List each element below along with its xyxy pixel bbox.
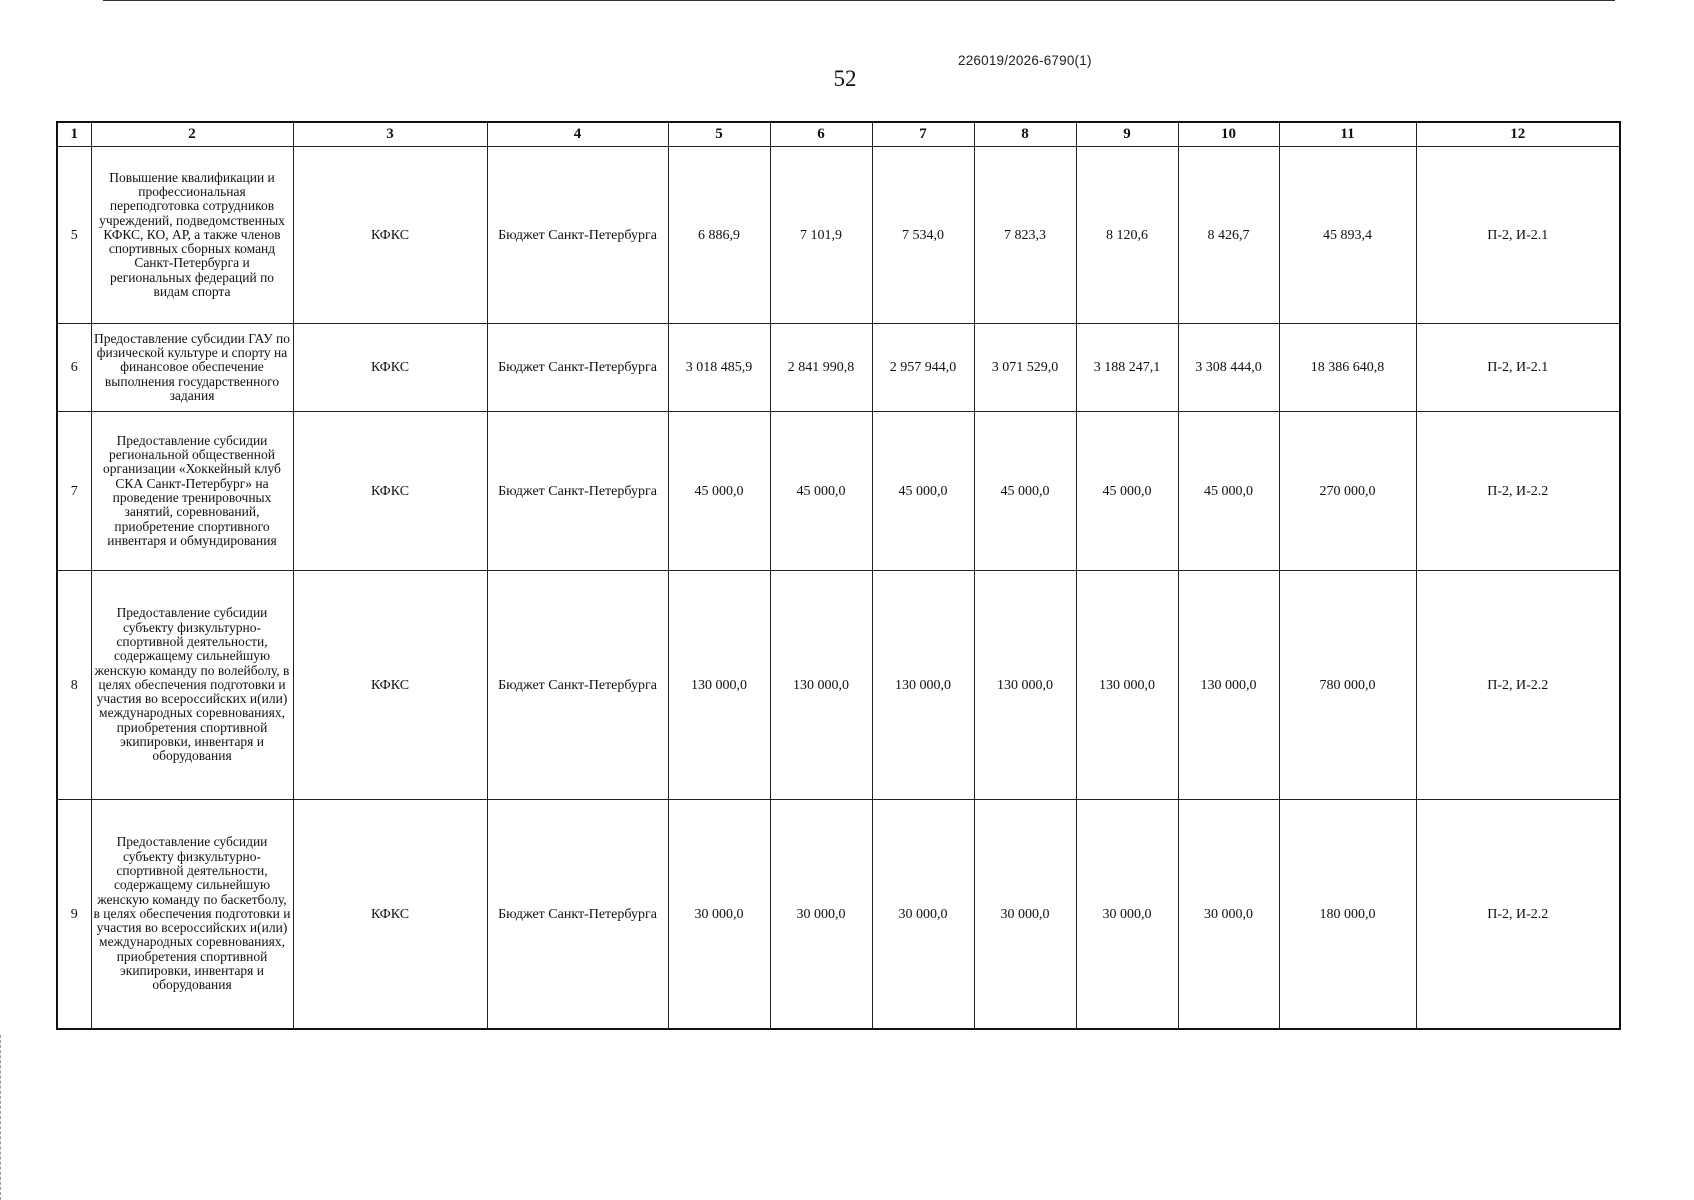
indicator-code: П-2, И-2.2 <box>1416 571 1620 800</box>
total-cell: 18 386 640,8 <box>1279 324 1416 412</box>
amount-cell: 8 426,7 <box>1178 147 1279 324</box>
activity-description: Предоставление субсидии ГАУ по физической культуре и спорту на финансовое обеспечение выполнения государственного задания <box>91 324 293 412</box>
indicator-code: П-2, И-2.1 <box>1416 324 1620 412</box>
amount-cell: 130 000,0 <box>1178 571 1279 800</box>
executor: КФКС <box>293 324 487 412</box>
indicator-code: П-2, И-2.2 <box>1416 412 1620 571</box>
amount-cell: 3 018 485,9 <box>668 324 770 412</box>
row-number: 8 <box>57 571 91 800</box>
funding-source: Бюджет Санкт-Петербурга <box>487 571 668 800</box>
total-cell: 45 893,4 <box>1279 147 1416 324</box>
table-row <box>57 800 1620 1030</box>
amount-cell: 130 000,0 <box>872 571 974 800</box>
column-header: 6 <box>770 122 872 147</box>
activity-description: Предоставление субсидии региональной общественной организации «Хоккейный клуб СКА Санкт-Петербург» на проведение тренировочных занятий, соревнований, приобретение спортивного инвентаря и обмундирования <box>91 412 293 571</box>
column-header: 7 <box>872 122 974 147</box>
amount-cell: 2 957 944,0 <box>872 324 974 412</box>
column-header: 4 <box>487 122 668 147</box>
amount-cell: 45 000,0 <box>872 412 974 571</box>
funding-source: Бюджет Санкт-Петербурга <box>487 800 668 1030</box>
amount-cell: 30 000,0 <box>668 800 770 1030</box>
column-header: 2 <box>91 122 293 147</box>
amount-cell: 30 000,0 <box>770 800 872 1030</box>
margin-marks <box>0 1035 3 1200</box>
amount-cell: 130 000,0 <box>770 571 872 800</box>
amount-cell: 7 534,0 <box>872 147 974 324</box>
activity-description: Предоставление субсидии субъекту физкультурно-спортивной деятельности, содержащему сильнейшую женскую команду по баскетболу, в целях обеспечения подготовки и участия во всероссийских и(или) международных соревнованиях, приобретения спортивной экипировки, инвентаря и оборудования <box>91 800 293 1030</box>
amount-cell: 130 000,0 <box>974 571 1076 800</box>
amount-cell: 45 000,0 <box>770 412 872 571</box>
funding-source: Бюджет Санкт-Петербурга <box>487 412 668 571</box>
table-row <box>57 147 1620 324</box>
amount-cell: 45 000,0 <box>1178 412 1279 571</box>
executor: КФКС <box>293 147 487 324</box>
column-header: 1 <box>57 122 91 147</box>
indicator-code: П-2, И-2.2 <box>1416 800 1620 1030</box>
amount-cell: 3 188 247,1 <box>1076 324 1178 412</box>
column-header: 5 <box>668 122 770 147</box>
amount-cell: 30 000,0 <box>974 800 1076 1030</box>
indicator-code: П-2, И-2.1 <box>1416 147 1620 324</box>
top-rule <box>103 0 1615 1</box>
amount-cell: 6 886,9 <box>668 147 770 324</box>
budget-table <box>56 121 1621 1030</box>
amount-cell: 30 000,0 <box>1076 800 1178 1030</box>
document-number: 226019/2026-6790(1) <box>958 53 1092 68</box>
amount-cell: 45 000,0 <box>974 412 1076 571</box>
amount-cell: 30 000,0 <box>1178 800 1279 1030</box>
column-header: 8 <box>974 122 1076 147</box>
amount-cell: 2 841 990,8 <box>770 324 872 412</box>
funding-source: Бюджет Санкт-Петербурга <box>487 147 668 324</box>
executor: КФКС <box>293 412 487 571</box>
column-header: 11 <box>1279 122 1416 147</box>
amount-cell: 3 308 444,0 <box>1178 324 1279 412</box>
column-header: 10 <box>1178 122 1279 147</box>
table-row <box>57 324 1620 412</box>
column-header: 3 <box>293 122 487 147</box>
executor: КФКС <box>293 571 487 800</box>
executor: КФКС <box>293 800 487 1030</box>
column-header: 12 <box>1416 122 1620 147</box>
total-cell: 270 000,0 <box>1279 412 1416 571</box>
activity-description: Предоставление субсидии субъекту физкультурно-спортивной деятельности, содержащему сильнейшую женскую команду по волейболу, в целях обеспечения подготовки и участия во всероссийских и(или) международных соревнованиях, приобретения спортивной экипировки, инвентаря и оборудования <box>91 571 293 800</box>
amount-cell: 30 000,0 <box>872 800 974 1030</box>
amount-cell: 45 000,0 <box>1076 412 1178 571</box>
amount-cell: 130 000,0 <box>1076 571 1178 800</box>
amount-cell: 8 120,6 <box>1076 147 1178 324</box>
amount-cell: 7 823,3 <box>974 147 1076 324</box>
column-number-row <box>57 122 1620 147</box>
amount-cell: 130 000,0 <box>668 571 770 800</box>
table-row <box>57 412 1620 571</box>
row-number: 5 <box>57 147 91 324</box>
funding-source: Бюджет Санкт-Петербурга <box>487 324 668 412</box>
column-header: 9 <box>1076 122 1178 147</box>
amount-cell: 3 071 529,0 <box>974 324 1076 412</box>
row-number: 7 <box>57 412 91 571</box>
page-number: 52 <box>833 66 857 91</box>
amount-cell: 7 101,9 <box>770 147 872 324</box>
total-cell: 180 000,0 <box>1279 800 1416 1030</box>
row-number: 6 <box>57 324 91 412</box>
row-number: 9 <box>57 800 91 1030</box>
amount-cell: 45 000,0 <box>668 412 770 571</box>
table-row <box>57 571 1620 800</box>
activity-description: Повышение квалификации и профессиональная переподготовка сотрудников учреждений, подведомственных КФКС, КО, АР, а также членов спортивных сборных команд Санкт-Петербурга и региональных федераций по видам спорта <box>91 147 293 324</box>
total-cell: 780 000,0 <box>1279 571 1416 800</box>
